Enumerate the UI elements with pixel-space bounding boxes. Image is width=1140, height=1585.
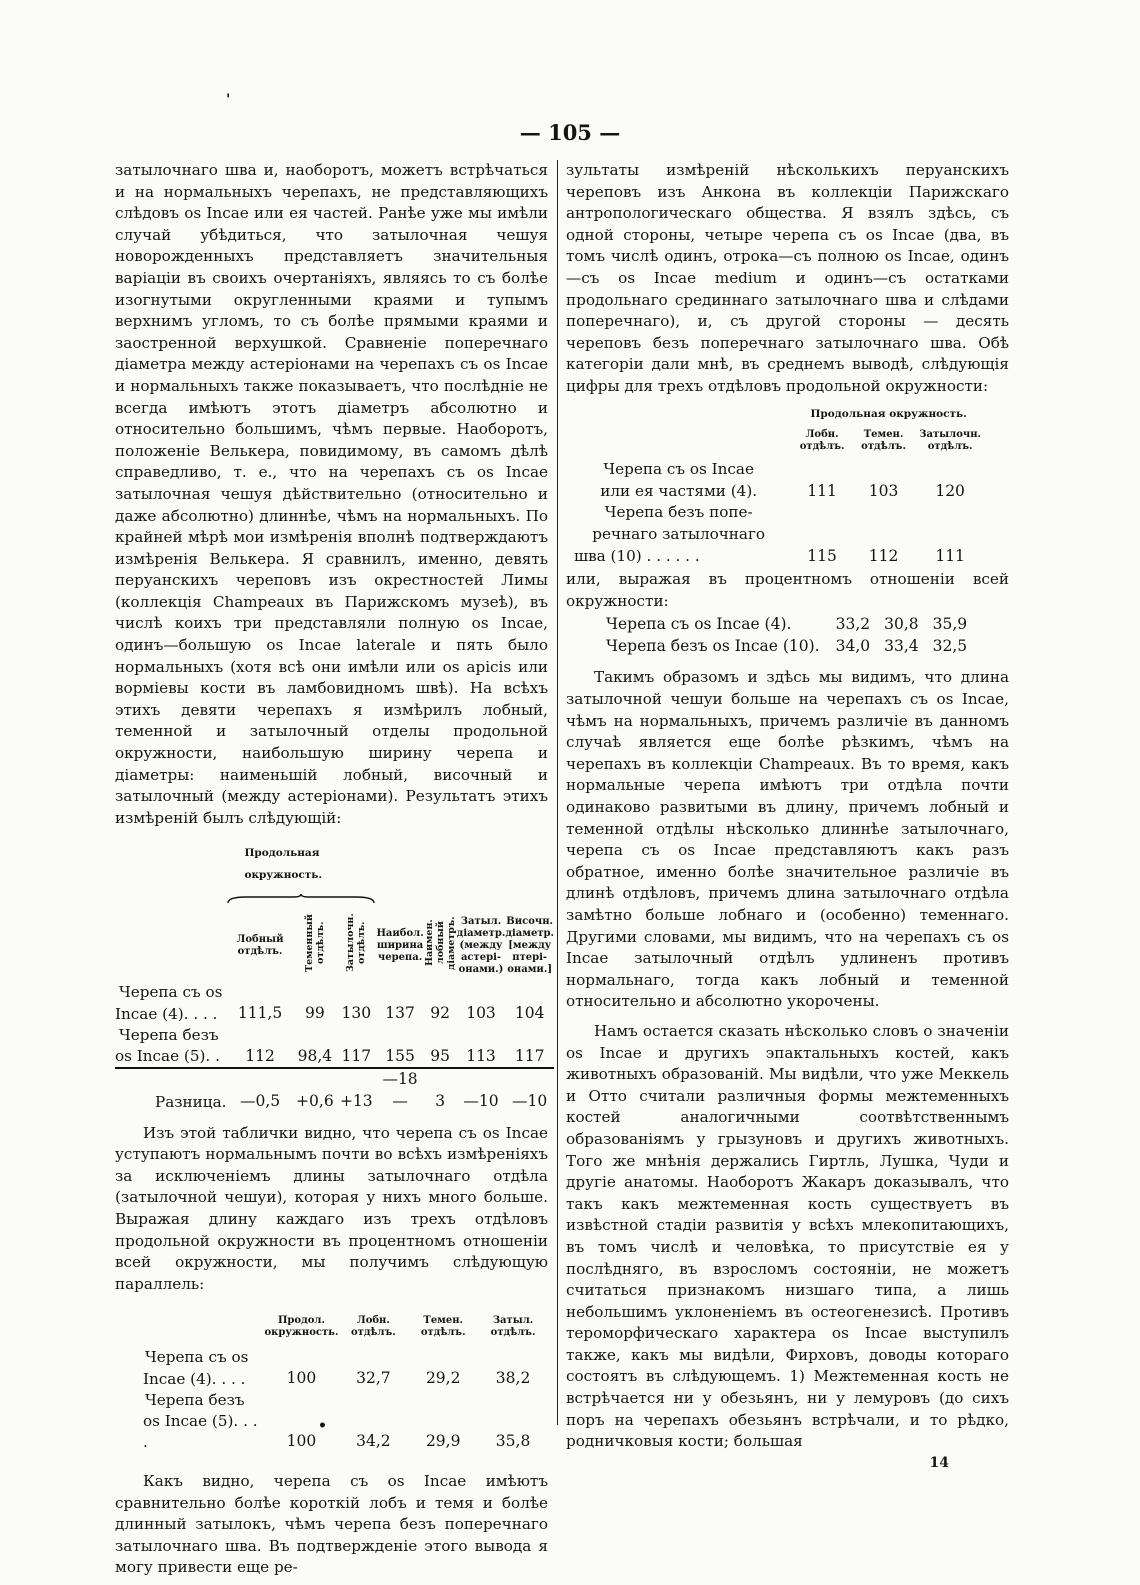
table3-header-occipital: Затылочн. отдѣлъ.	[919, 429, 982, 453]
table2-cell: 100	[286, 1369, 317, 1388]
table3-cell: 111	[935, 546, 965, 565]
right-paragraph-3: Такимъ образомъ и здѣсь мы видимъ, что длина затылочной чешуи больше на черепахъ съ os Incae, чѣмъ на нормальныхъ, причемъ различіе въ данномъ случаѣ является еще болѣе рѣзкимъ, чѣмъ на черепахъ въ коллекціи Champeaux. Въ то время, какъ нормальные черепа имѣютъ три отдѣла почти одинаково развитыми въ длину, причемъ лобный и теменной отдѣлы нѣсколько длиннѣе затылочнаго, черепа съ os Incae представляютъ какъ разъ обратное, именно болѣе значительное различіе въ длинѣ отдѣловъ, причемъ длина затылочнаго отдѣла замѣтно больше лобнаго и (особенно) теменнаго. Другими словами, мы видимъ, что на черепахъ съ os Incae затылочный отдѣлъ удлиненъ противъ нормальнаго, тогда какъ лобный и теменной относительно и абсолютно укорочены.	[566, 668, 1009, 1011]
table1-cell: 117	[514, 1046, 545, 1065]
table1-header-parietal: Теменный отдѣлъ.	[303, 913, 326, 972]
left-paragraph-1: затылочнаго шва и, наоборотъ, можетъ встрѣчаться и на нормальныхъ черепахъ, не представляющихъ слѣдовъ os Incae или ея частей. Ранѣе уже мы имѣли случай убѣдиться, что затылочная чешуя новорожденныхъ представляетъ значительныя варіаціи въ своихъ очертаніяхъ, являясь то съ болѣе изогнутыми округленными краями и тупымъ верхнимъ угломъ, то съ болѣе прямыми краями и заостренной верхушкой. Сравненіе поперечнаго діаметра между астеріонами на черепахъ съ os Incae и нормальныхъ также показываетъ, что послѣдніе не всегда имѣютъ этотъ діаметръ абсолютно и относительно большимъ, чѣмъ первые. Наоборотъ, положеніе Велькера, повидимому, въ самомъ дѣлѣ справедливо, т. е., что на черепахъ съ os Incae затылочная чешуя дѣйствительно (относительно и даже абсолютно) длиннѣе, чѣмъ на нормальныхъ. По крайней мѣрѣ мои измѣренія вполнѣ подтверждаютъ измѣренія Велькера. Я сравнилъ, именно, девять перуанскихъ череповъ изъ окрестностей Лимы (коллекція Champeaux въ Парижскомъ музеѣ), въ числѣ коихъ три представляли полную os Incae, одинъ—большую os Incae laterale и пять было нормальныхъ (хотя всѣ они имѣли или os apicis или вормiевы кости въ ламбовидномъ швѣ). На всѣхъ этихъ девяти черепахъ я измѣрилъ лобный, теменной и затылочный отделы продольной окружности, наибольшую ширину черепа и діаметры: наименьшій лобный, височный и затылочный (между астеріонами). Результатъ этихъ измѣреній былъ слѣдующій:	[115, 161, 548, 827]
table1-header-occipital: Затылочн. отдѣлъ.	[345, 913, 368, 973]
table4-cell: 34,0	[835, 636, 871, 655]
table2-cell: 35,8	[495, 1432, 531, 1451]
brace-icon	[226, 894, 376, 904]
table4-cell: 32,5	[932, 636, 968, 655]
table3-header-frontal: Лобн. отдѣлъ.	[799, 429, 845, 453]
column-divider	[557, 160, 558, 1425]
table1-cell: 92	[430, 1004, 451, 1023]
left-paragraph-2: Изъ этой таблички видно, что черепа съ os Incae уступаютъ нормальнымъ почти во всѣхъ измѣреніяхъ за исключеніемъ длины затылочнаго отдѣла (затылочной чешуи), которая у нихъ много больше. Выражая длину каждаго изъ трехъ отдѣловъ продольной окружности въ процентномъ отношеніи всей окружности, мы получимъ слѣдующую параллель:	[115, 1123, 548, 1293]
right-column	[566, 160, 1009, 1474]
table-row	[606, 636, 981, 658]
left-paragraph-3: Какъ видно, черепа съ os Incae имѣютъ сравнительно болѣе короткій лобъ и темя и болѣе длинный затылокъ, чѣмъ черепа безъ поперечнаго затылочнаго шва. Въ подтвержденіе этого вывода я могу привести еще ре-	[115, 1471, 548, 1577]
table3-cell: 103	[868, 481, 899, 500]
table1-header-max-width: Наибол. ширина черепа.	[376, 928, 424, 964]
table3-cell: 120	[935, 481, 965, 500]
measurements-table-2	[566, 404, 986, 568]
table1-cell: 137	[385, 1004, 415, 1023]
table1-row1-label2: Incae (4). . . .	[115, 1004, 218, 1023]
table3-header-parietal: Темен. отдѣлъ.	[861, 429, 906, 453]
table3-row2-label1b: речнаго затылочнаго	[592, 524, 766, 543]
table1-cell: 113	[466, 1046, 496, 1065]
table-row	[566, 481, 986, 503]
page-number: — 105 —	[519, 120, 621, 145]
table1-cell: 155	[385, 1046, 415, 1065]
table2-cell: 38,2	[495, 1369, 531, 1388]
table3-cell: 112	[868, 546, 899, 565]
table1-total-cell: —18—	[376, 1068, 423, 1112]
table4-row1-label: Черепа съ os Incae (4).	[606, 615, 792, 634]
table2-cell: 29,2	[425, 1369, 461, 1388]
table1-header-temporal-diam: Височн. діаметр. [между птері- онами.]	[505, 916, 554, 976]
table2-cell: 29,9	[425, 1432, 461, 1451]
table3-row2-label2: шва (10) . . . . . .	[574, 546, 700, 565]
table2-header-frontal: Лобн. отдѣлъ.	[350, 1315, 396, 1339]
left-column	[115, 160, 554, 1579]
table2-row1-label1: Черепа съ os	[145, 1348, 249, 1367]
table1-total-cell: 3	[424, 1068, 457, 1112]
table1-cell: 98,4	[297, 1046, 333, 1065]
table1-group-label: Продольная окружность.	[244, 847, 323, 881]
table4-row2-label: Черепа безъ os Incae (10).	[606, 636, 820, 655]
table1-header-occipital-diam: Затыл. діаметр. (между астері- онами.)	[456, 916, 506, 976]
table3-group-label: Продольная окружность.	[810, 407, 967, 420]
table1-cell: 130	[341, 1004, 372, 1023]
table1-total-label: Разница.	[115, 1068, 226, 1112]
table1-header-frontal: Лобный отдѣлъ.	[236, 934, 284, 958]
table-row	[115, 1046, 554, 1069]
table2-header-total: Продол. окружность.	[264, 1315, 339, 1339]
table1-total-cell: +13	[336, 1068, 376, 1112]
table1-total-row	[115, 1068, 554, 1112]
table1-cell: 99	[305, 1004, 325, 1023]
table-row	[115, 1003, 554, 1025]
table1-row2-label1: Черепа безъ	[119, 1025, 219, 1044]
right-paragraph-1: зультаты измѣреній нѣсколькихъ перуанскихъ череповъ изъ Анкона въ коллекціи Парижскаго антропологическаго общества. Я взялъ здѣсь, съ одной стороны, четыре черепа съ os Incae (два, въ томъ числѣ одинъ, отрока—съ полною os Incae, одинъ—съ os Incae medium и одинъ—съ остатками продольнаго срединнаго затылочнаго шва и слѣдами поперечнаго), и, съ другой стороны — десять череповъ безъ поперечнаго затылочнаго шва. Обѣ категоріи дали мнѣ, въ среднемъ выводѣ, слѣдующія цифры для трехъ отдѣловъ продольной окружности:	[566, 161, 1009, 395]
table-row	[115, 1368, 548, 1390]
table-row	[115, 1411, 548, 1453]
percent-table-1	[115, 1315, 548, 1453]
printer-signature: 14	[929, 1454, 949, 1471]
table1-total-cell: —0,5	[226, 1068, 293, 1112]
percent-table-2	[606, 614, 981, 657]
table2-cell: 34,2	[356, 1432, 391, 1451]
table3-row1-label1: Черепа съ os Incae	[603, 460, 754, 479]
stray-mark-top: '	[226, 92, 231, 108]
table2-header-occipital: Затыл. отдѣлъ.	[490, 1315, 536, 1339]
table2-cell: 32,7	[356, 1369, 391, 1388]
table-row	[566, 546, 986, 568]
table2-row2-label2: os Incae (5). . . .	[143, 1411, 258, 1451]
table4-cell: 33,4	[884, 636, 919, 655]
table4-cell: 30,8	[884, 615, 919, 634]
table1-row2-label2: os Incae (5). .	[115, 1047, 220, 1066]
table1-cell: 112	[245, 1046, 275, 1065]
stray-mark-bottom: •	[318, 1418, 327, 1434]
measurements-table-1	[115, 843, 554, 1112]
table1-cell: 95	[430, 1046, 451, 1065]
table2-row1-label2: Incae (4). . . .	[143, 1369, 246, 1388]
table1-total-cell: —10	[457, 1068, 506, 1112]
right-paragraph-4: Намъ остается сказать нѣсколько словъ о значеніи os Incae и другихъ эпактальныхъ костей, какъ животныхъ образованій. Мы видѣли, что уже Меккель и Отто считали различныя формы межтеменныхъ костей аналогичными соотвѣтственнымъ образованіямъ у грызуновъ и другихъ животныхъ. Того же мнѣнія держались Гиртль, Лушка, Чуди и другіе анатомы. Наоборотъ Жакаръ доказывалъ, что такъ какъ межтеменная кость существуетъ въ извѣстной стадіи развитія у всѣхъ млекопитающихъ, въ томъ числѣ и человѣка, то присутствіе ея у послѣдняго, въ взросломъ состояніи, не можетъ считаться признакомъ низшаго типа, а лишь небольшимъ уклоненіемъ въ остеогенезисѣ. Противъ тероморфическаго характера os Incae выступилъ также, какъ мы видѣли, Фирховъ, доводы котораго состоятъ въ слѣдующемъ. 1) Межтеменная кость не встрѣчается ни у обезьянъ, ни у лемуровъ (до сихъ поръ на черепахъ обезьянъ встрѣчали, и то рѣдко, родничковыя кости; большая	[566, 1021, 1009, 1451]
right-paragraph-2: или, выражая въ процентномъ отношеніи всей окружности:	[566, 570, 1009, 610]
table3-cell: 115	[807, 546, 837, 565]
table2-cell: 100	[286, 1432, 317, 1451]
table3-row2-label1: Черепа безъ попе-	[604, 503, 753, 522]
table1-header-min-frontal: Наимен. лобный діаметръ.	[423, 916, 457, 970]
table1-row1-label1: Черепа съ os	[119, 983, 223, 1002]
table2-row2-label1: Черепа безъ	[145, 1390, 245, 1409]
table1-cell: 103	[466, 1004, 496, 1023]
table4-cell: 33,2	[835, 615, 871, 634]
table2-header-parietal: Темен. отдѣлъ.	[420, 1315, 466, 1339]
table1-total-cell: +0,6	[294, 1068, 337, 1112]
table1-cell: 111,5	[237, 1004, 283, 1023]
table1-cell: 117	[341, 1046, 372, 1065]
table1-total-cell: —10	[505, 1068, 554, 1112]
table1-cell: 104	[514, 1004, 545, 1023]
table-row	[606, 614, 981, 636]
table4-cell: 35,9	[932, 615, 968, 634]
table3-cell: 111	[807, 481, 837, 500]
table3-row1-label2: или ея частями (4).	[600, 481, 758, 500]
